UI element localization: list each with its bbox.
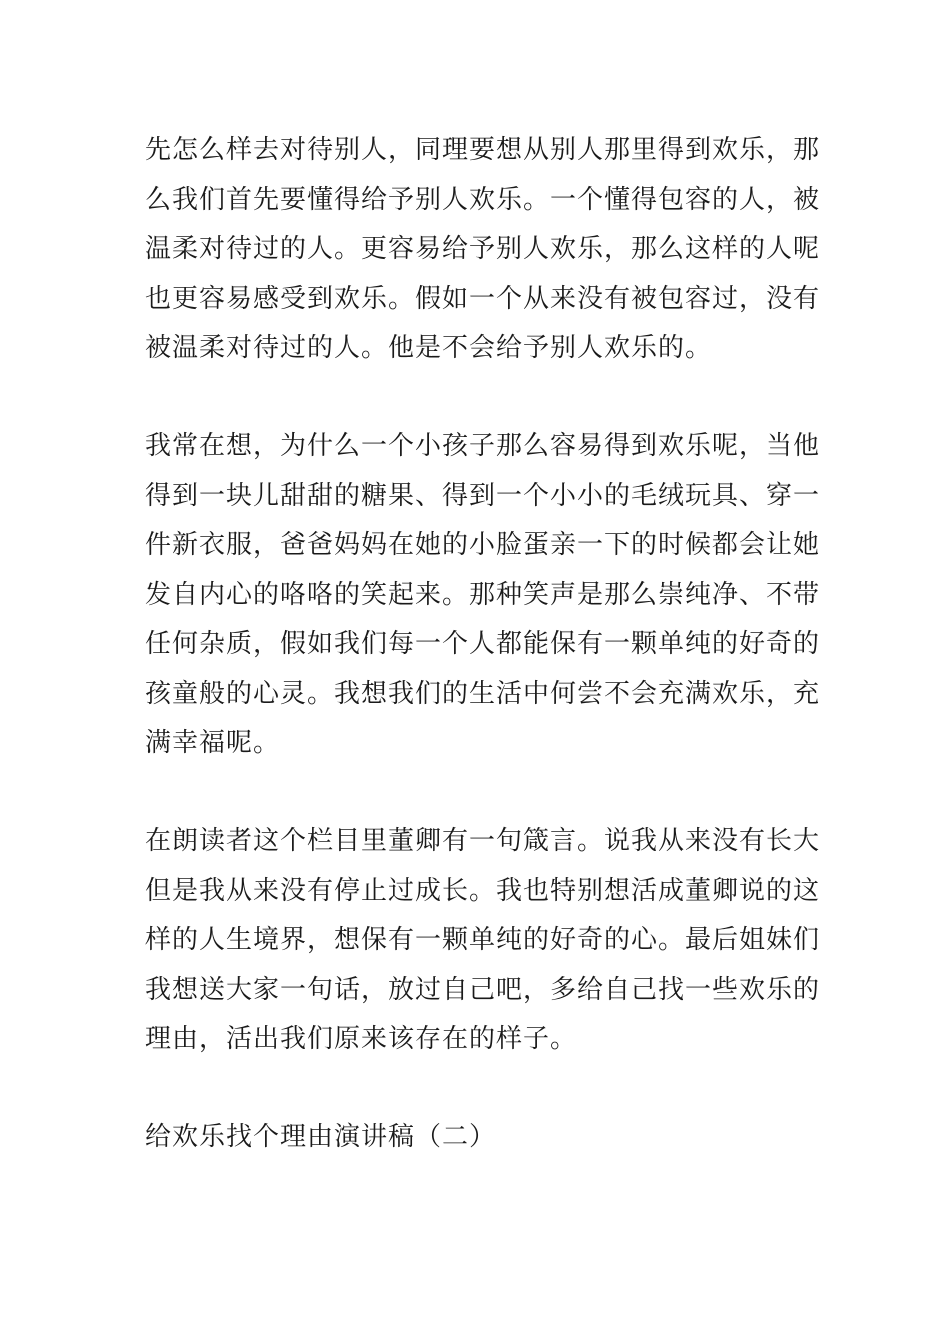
paragraph-line: 理由，活出我们原来该存在的样子。 <box>145 1024 578 1054</box>
paragraph-line: 样的人生境界，想保有一颗单纯的好奇的心。最后姐妹们 <box>145 925 821 955</box>
section-heading-text: 给欢乐找个理由演讲稿（二） <box>145 1122 497 1152</box>
paragraph-line: 在朗读者这个栏目里董卿有一句箴言。说我从来没有长大 <box>145 826 821 856</box>
paragraph-3 <box>145 817 821 1065</box>
paragraph-line: 我常在想，为什么一个小孩子那么容易得到欢乐呢，当他 <box>145 431 821 461</box>
paragraph-line: 温柔对待过的人。更容易给予别人欢乐，那么这样的人呢 <box>145 234 821 264</box>
paragraph-line: 被温柔对待过的人。他是不会给予别人欢乐的。 <box>145 333 713 363</box>
paragraph-2 <box>145 422 821 769</box>
paragraph-1 <box>145 126 821 374</box>
paragraph-line: 发自内心的咯咯的笑起来。那种笑声是那么崇纯净、不带 <box>145 579 821 610</box>
section-heading <box>145 1113 810 1163</box>
paragraph-line: 么我们首先要懂得给予别人欢乐。一个懂得包容的人，被 <box>145 184 821 215</box>
paragraph-line: 得到一块儿甜甜的糖果、得到一个小小的毛绒玩具、穿一 <box>145 480 821 511</box>
paragraph-line: 任何杂质，假如我们每一个人都能保有一颗单纯的好奇的 <box>145 629 821 659</box>
paragraph-line: 先怎么样去对待别人，同理要想从别人那里得到欢乐，那 <box>145 135 821 165</box>
paragraph-line: 件新衣服，爸爸妈妈在她的小脸蛋亲一下的时候都会让她 <box>145 530 821 560</box>
paragraph-line: 但是我从来没有停止过成长。我也特别想活成董卿说的这 <box>145 875 821 906</box>
paragraph-line: 也更容易感受到欢乐。假如一个从来没有被包容过，没有 <box>145 283 821 314</box>
paragraph-line: 孩童般的心灵。我想我们的生活中何尝不会充满欢乐，充 <box>145 678 821 709</box>
paragraph-line: 满幸福呢。 <box>145 728 281 758</box>
paragraph-line: 我想送大家一句话，放过自己吧，多给自己找一些欢乐的 <box>145 974 821 1005</box>
